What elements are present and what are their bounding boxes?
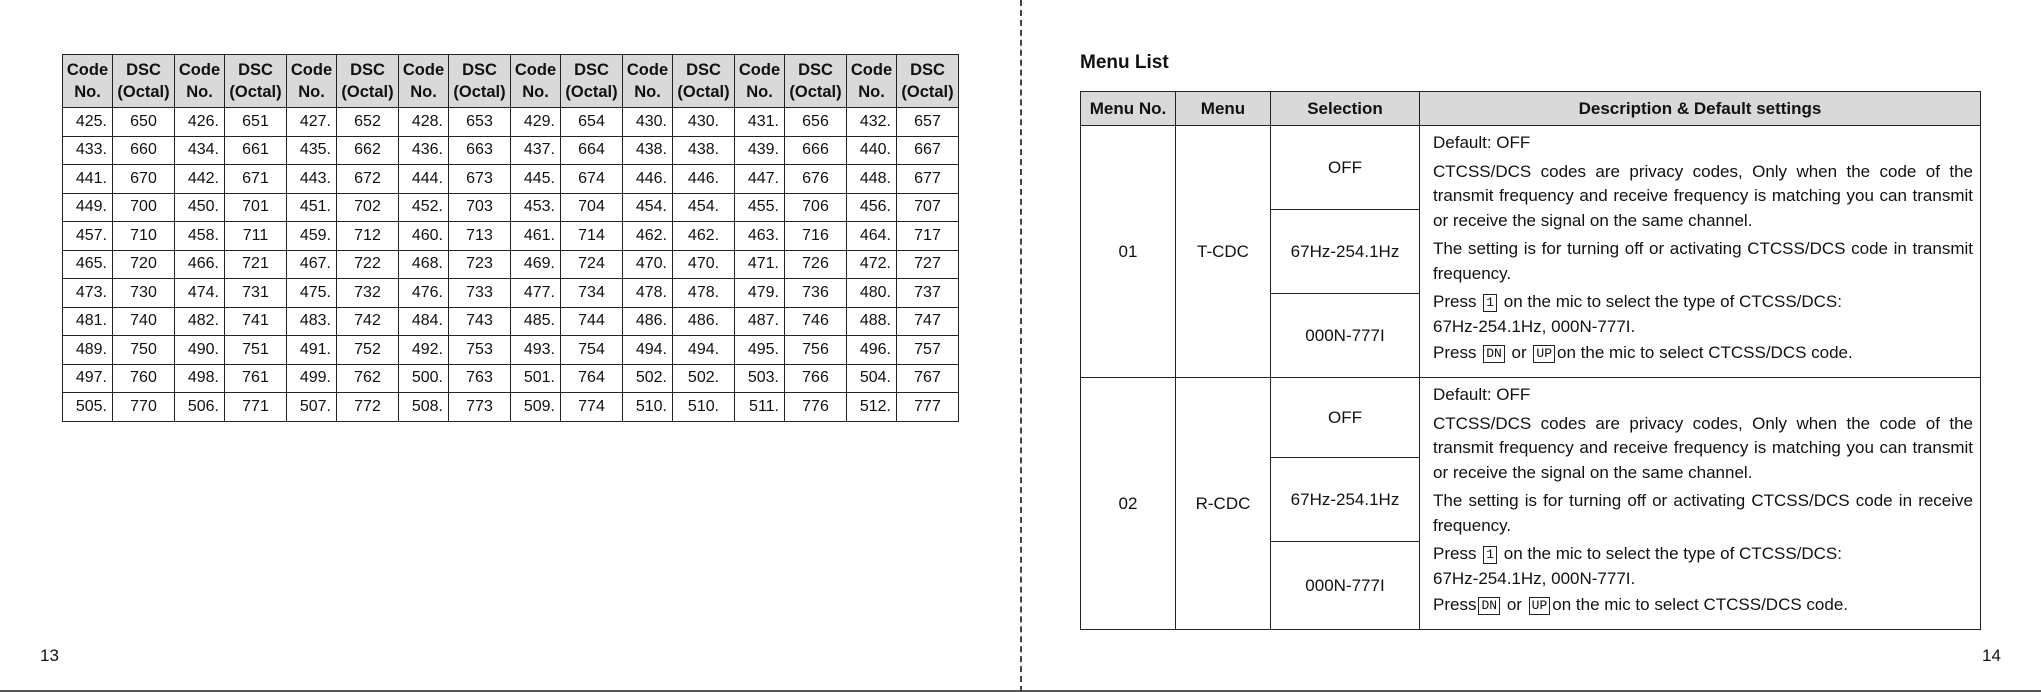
code-number-cell: 461. [511, 222, 561, 251]
header-code-no: Code No. [511, 55, 561, 108]
code-number-cell: 456. [847, 193, 897, 222]
press-code-text: on the mic to select CTCSS/DCS code. [1552, 595, 1849, 614]
code-number-cell: 472. [847, 250, 897, 279]
code-number-cell: 511. [735, 393, 785, 422]
dsc-octal-cell: 757 [897, 336, 959, 365]
dsc-octal-cell: 486. [673, 307, 735, 336]
menu-description [1420, 126, 1981, 378]
header-dsc-octal: DSC (Octal) [449, 55, 511, 108]
code-number-cell: 478. [623, 279, 673, 308]
code-number-cell: 490. [175, 336, 225, 365]
code-number-cell: 435. [287, 136, 337, 165]
dsc-octal-cell: 770 [113, 393, 175, 422]
dsc-octal-cell: 750 [113, 336, 175, 365]
code-number-cell: 500. [399, 364, 449, 393]
code-number-cell: 508. [399, 393, 449, 422]
code-table-body [63, 108, 959, 422]
code-number-cell: 494. [623, 336, 673, 365]
dsc-octal-cell: 774 [561, 393, 623, 422]
dsc-octal-cell: 764 [561, 364, 623, 393]
press-text: Press [1433, 292, 1477, 311]
table-row [63, 364, 959, 393]
dsc-octal-cell: 716 [785, 222, 847, 251]
dsc-octal-cell: 677 [897, 165, 959, 194]
key-1-icon: 1 [1483, 294, 1497, 312]
header-dsc-octal: DSC (Octal) [113, 55, 175, 108]
key-dn-icon: DN [1483, 345, 1505, 363]
code-number-cell: 483. [287, 307, 337, 336]
dsc-octal-cell: 747 [897, 307, 959, 336]
code-number-cell: 433. [63, 136, 113, 165]
dsc-octal-cell: 430. [673, 108, 735, 137]
code-number-cell: 473. [63, 279, 113, 308]
dsc-octal-cell: 502. [673, 364, 735, 393]
table-row [63, 336, 959, 365]
dsc-octal-cell: 763 [449, 364, 511, 393]
code-number-cell: 507. [287, 393, 337, 422]
dsc-octal-cell: 711 [225, 222, 287, 251]
code-number-cell: 499. [287, 364, 337, 393]
dsc-octal-cell: 737 [897, 279, 959, 308]
right-page [1022, 0, 2041, 692]
dsc-octal-cell: 704 [561, 193, 623, 222]
dsc-octal-cell: 762 [337, 364, 399, 393]
dsc-octal-cell: 701 [225, 193, 287, 222]
dsc-octal-cell: 656 [785, 108, 847, 137]
dsc-octal-cell: 746 [785, 307, 847, 336]
code-number-cell: 491. [287, 336, 337, 365]
dsc-octal-cell: 772 [337, 393, 399, 422]
code-number-cell: 512. [847, 393, 897, 422]
code-number-cell: 445. [511, 165, 561, 194]
dsc-octal-cell: 667 [897, 136, 959, 165]
code-number-cell: 475. [287, 279, 337, 308]
dsc-octal-cell: 446. [673, 165, 735, 194]
code-number-cell: 439. [735, 136, 785, 165]
code-number-cell: 460. [399, 222, 449, 251]
dsc-octal-cell: 727 [897, 250, 959, 279]
menu-name: R-CDC [1176, 378, 1271, 630]
dsc-octal-cell: 751 [225, 336, 287, 365]
header-description: Description & Default settings [1420, 92, 1981, 126]
code-number-cell: 468. [399, 250, 449, 279]
dsc-octal-cell: 670 [113, 165, 175, 194]
header-dsc-octal: DSC (Octal) [897, 55, 959, 108]
key-dn-icon: DN [1478, 597, 1500, 615]
dsc-octal-cell: 703 [449, 193, 511, 222]
dsc-octal-cell: 652 [337, 108, 399, 137]
dsc-octal-cell: 672 [337, 165, 399, 194]
code-number-cell: 440. [847, 136, 897, 165]
code-number-cell: 426. [175, 108, 225, 137]
code-number-cell: 436. [399, 136, 449, 165]
dsc-octal-cell: 706 [785, 193, 847, 222]
menu-list-table [1080, 91, 1981, 630]
code-number-cell: 501. [511, 364, 561, 393]
code-number-cell: 462. [623, 222, 673, 251]
code-number-cell: 495. [735, 336, 785, 365]
press-text: Press [1433, 595, 1477, 614]
header-menu: Menu [1176, 92, 1271, 126]
menu-row-02 [1081, 378, 1981, 458]
dsc-octal-cell: 776 [785, 393, 847, 422]
code-number-cell: 450. [175, 193, 225, 222]
code-number-cell: 452. [399, 193, 449, 222]
dsc-octal-cell: 722 [337, 250, 399, 279]
code-number-cell: 488. [847, 307, 897, 336]
menu-list-title: Menu List [1080, 52, 1169, 73]
default-setting: Default: OFF [1433, 133, 1531, 152]
code-number-cell: 492. [399, 336, 449, 365]
code-number-cell: 429. [511, 108, 561, 137]
key-1-icon: 1 [1483, 546, 1497, 564]
code-number-cell: 502. [623, 364, 673, 393]
code-number-cell: 447. [735, 165, 785, 194]
code-number-cell: 459. [287, 222, 337, 251]
dsc-octal-cell: 761 [225, 364, 287, 393]
header-code-no: Code No. [847, 55, 897, 108]
code-number-cell: 489. [63, 336, 113, 365]
dsc-octal-cell: 661 [225, 136, 287, 165]
default-setting: Default: OFF [1433, 385, 1531, 404]
code-number-cell: 486. [623, 307, 673, 336]
code-number-cell: 454. [623, 193, 673, 222]
code-number-cell: 430. [623, 108, 673, 137]
table-row [63, 250, 959, 279]
code-number-cell: 431. [735, 108, 785, 137]
table-row [63, 108, 959, 137]
code-number-cell: 464. [847, 222, 897, 251]
table-row [63, 136, 959, 165]
press-type-instruction [1433, 542, 1973, 567]
table-row [63, 165, 959, 194]
dsc-octal-cell: 730 [113, 279, 175, 308]
dsc-octal-cell: 666 [785, 136, 847, 165]
press-code-text: on the mic to select CTCSS/DCS code. [1557, 343, 1853, 362]
header-code-no: Code No. [399, 55, 449, 108]
header-selection: Selection [1271, 92, 1420, 126]
dsc-octal-cell: 736 [785, 279, 847, 308]
selection-off: OFF [1271, 378, 1420, 458]
code-number-cell: 467. [287, 250, 337, 279]
setting-note: The setting is for turning off or activating CTCSS/DCS code in transmit frequency. [1433, 239, 1973, 283]
press-code-instruction [1433, 341, 1973, 366]
dsc-octal-cell: 470. [673, 250, 735, 279]
table-row [63, 222, 959, 251]
code-number-cell: 444. [399, 165, 449, 194]
code-number-cell: 428. [399, 108, 449, 137]
header-dsc-octal: DSC (Octal) [785, 55, 847, 108]
code-number-cell: 458. [175, 222, 225, 251]
code-number-cell: 453. [511, 193, 561, 222]
header-code-no: Code No. [287, 55, 337, 108]
dsc-octal-cell: 732 [337, 279, 399, 308]
dsc-octal-cell: 766 [785, 364, 847, 393]
menu-row-01 [1081, 126, 1981, 210]
code-number-cell: 457. [63, 222, 113, 251]
code-number-cell: 470. [623, 250, 673, 279]
code-number-cell: 480. [847, 279, 897, 308]
dsc-octal-cell: 740 [113, 307, 175, 336]
dsc-octal-cell: 702 [337, 193, 399, 222]
code-number-cell: 510. [623, 393, 673, 422]
dsc-octal-cell: 752 [337, 336, 399, 365]
code-number-cell: 451. [287, 193, 337, 222]
page-number-right: 14 [1982, 646, 2001, 665]
code-number-cell: 443. [287, 165, 337, 194]
dsc-octal-cell: 494. [673, 336, 735, 365]
dsc-octal-cell: 721 [225, 250, 287, 279]
dsc-code-table [62, 54, 959, 422]
dsc-octal-cell: 674 [561, 165, 623, 194]
table-row [63, 393, 959, 422]
dsc-octal-cell: 650 [113, 108, 175, 137]
dsc-octal-cell: 724 [561, 250, 623, 279]
dsc-octal-cell: 726 [785, 250, 847, 279]
dsc-octal-cell: 754 [561, 336, 623, 365]
dsc-octal-cell: 741 [225, 307, 287, 336]
left-page [0, 0, 1020, 692]
dsc-octal-cell: 478. [673, 279, 735, 308]
press-text: Press [1433, 544, 1477, 563]
code-number-cell: 481. [63, 307, 113, 336]
code-table-header [63, 55, 959, 108]
dsc-octal-cell: 707 [897, 193, 959, 222]
or-text: or [1506, 595, 1522, 614]
code-number-cell: 449. [63, 193, 113, 222]
dsc-octal-cell: 723 [449, 250, 511, 279]
press-type-instruction [1433, 290, 1973, 315]
press-type-text: on the mic to select the type of CTCSS/DCS: [1503, 292, 1842, 311]
dsc-octal-cell: 673 [449, 165, 511, 194]
selection-ctcss-range: 67Hz-254.1Hz [1271, 210, 1420, 294]
code-number-cell: 437. [511, 136, 561, 165]
code-number-cell: 505. [63, 393, 113, 422]
dsc-octal-cell: 733 [449, 279, 511, 308]
code-number-cell: 497. [63, 364, 113, 393]
header-code-no: Code No. [623, 55, 673, 108]
code-number-cell: 471. [735, 250, 785, 279]
dsc-octal-cell: 760 [113, 364, 175, 393]
code-number-cell: 474. [175, 279, 225, 308]
dsc-octal-cell: 773 [449, 393, 511, 422]
code-number-cell: 496. [847, 336, 897, 365]
page-number-left: 13 [40, 646, 59, 665]
dsc-octal-cell: 651 [225, 108, 287, 137]
key-up-icon: UP [1533, 345, 1555, 363]
code-number-cell: 476. [399, 279, 449, 308]
dsc-octal-cell: 731 [225, 279, 287, 308]
dsc-octal-cell: 438. [673, 136, 735, 165]
dsc-octal-cell: 454. [673, 193, 735, 222]
privacy-note: CTCSS/DCS codes are privacy codes, Only when the code of the transmit frequency and receive frequency is matching you can transmit or receive the signal on the same channel. [1433, 161, 1973, 230]
dsc-octal-cell: 734 [561, 279, 623, 308]
dsc-octal-cell: 710 [113, 222, 175, 251]
menu-number: 01 [1081, 126, 1176, 378]
dsc-octal-cell: 712 [337, 222, 399, 251]
code-number-cell: 482. [175, 307, 225, 336]
code-number-cell: 425. [63, 108, 113, 137]
header-code-no: Code No. [63, 55, 113, 108]
code-number-cell: 441. [63, 165, 113, 194]
code-number-cell: 469. [511, 250, 561, 279]
header-code-no: Code No. [175, 55, 225, 108]
code-number-cell: 442. [175, 165, 225, 194]
code-number-cell: 448. [847, 165, 897, 194]
code-number-cell: 432. [847, 108, 897, 137]
table-row [63, 307, 959, 336]
dsc-octal-cell: 653 [449, 108, 511, 137]
dsc-octal-cell: 654 [561, 108, 623, 137]
code-number-cell: 504. [847, 364, 897, 393]
key-up-icon: UP [1529, 597, 1551, 615]
dsc-octal-cell: 510. [673, 393, 735, 422]
press-code-instruction [1433, 593, 1973, 618]
dsc-octal-cell: 700 [113, 193, 175, 222]
press-text: Press [1433, 343, 1477, 362]
table-row [63, 279, 959, 308]
code-number-cell: 438. [623, 136, 673, 165]
code-number-cell: 485. [511, 307, 561, 336]
code-number-cell: 434. [175, 136, 225, 165]
code-number-cell: 466. [175, 250, 225, 279]
menu-name: T-CDC [1176, 126, 1271, 378]
type-list: 67Hz-254.1Hz, 000N-777I. [1433, 316, 1636, 336]
dsc-octal-cell: 714 [561, 222, 623, 251]
dsc-octal-cell: 713 [449, 222, 511, 251]
type-list: 67Hz-254.1Hz, 000N-777I. [1433, 568, 1636, 588]
code-number-cell: 493. [511, 336, 561, 365]
dsc-octal-cell: 664 [561, 136, 623, 165]
header-dsc-octal: DSC (Octal) [225, 55, 287, 108]
dsc-octal-cell: 777 [897, 393, 959, 422]
or-text: or [1511, 343, 1527, 362]
dsc-octal-cell: 742 [337, 307, 399, 336]
code-number-cell: 487. [735, 307, 785, 336]
dsc-octal-cell: 662 [337, 136, 399, 165]
table-row [63, 193, 959, 222]
header-dsc-octal: DSC (Octal) [561, 55, 623, 108]
selection-off: OFF [1271, 126, 1420, 210]
selection-ctcss-range: 67Hz-254.1Hz [1271, 458, 1420, 542]
menu-table-header [1081, 92, 1981, 126]
dsc-octal-cell: 744 [561, 307, 623, 336]
selection-dcs-range: 000N-777I [1271, 294, 1420, 378]
dsc-octal-cell: 753 [449, 336, 511, 365]
privacy-note: CTCSS/DCS codes are privacy codes, Only when the code of the transmit frequency and receive frequency is matching you can transmit or receive the signal on the same channel. [1433, 413, 1973, 482]
code-number-cell: 455. [735, 193, 785, 222]
press-type-text: on the mic to select the type of CTCSS/DCS: [1503, 544, 1842, 563]
code-number-cell: 506. [175, 393, 225, 422]
dsc-octal-cell: 767 [897, 364, 959, 393]
selection-dcs-range: 000N-777I [1271, 542, 1420, 630]
header-dsc-octal: DSC (Octal) [337, 55, 399, 108]
dsc-octal-cell: 657 [897, 108, 959, 137]
header-menu-no: Menu No. [1081, 92, 1176, 126]
dsc-octal-cell: 771 [225, 393, 287, 422]
code-number-cell: 484. [399, 307, 449, 336]
code-number-cell: 503. [735, 364, 785, 393]
dsc-octal-cell: 462. [673, 222, 735, 251]
menu-description [1420, 378, 1981, 630]
code-number-cell: 446. [623, 165, 673, 194]
dsc-octal-cell: 743 [449, 307, 511, 336]
dsc-octal-cell: 756 [785, 336, 847, 365]
dsc-octal-cell: 717 [897, 222, 959, 251]
dsc-octal-cell: 720 [113, 250, 175, 279]
dsc-octal-cell: 671 [225, 165, 287, 194]
dsc-octal-cell: 663 [449, 136, 511, 165]
code-number-cell: 509. [511, 393, 561, 422]
code-number-cell: 479. [735, 279, 785, 308]
code-number-cell: 463. [735, 222, 785, 251]
code-number-cell: 427. [287, 108, 337, 137]
code-number-cell: 465. [63, 250, 113, 279]
header-code-no: Code No. [735, 55, 785, 108]
dsc-octal-cell: 676 [785, 165, 847, 194]
dsc-octal-cell: 660 [113, 136, 175, 165]
header-dsc-octal: DSC (Octal) [673, 55, 735, 108]
code-number-cell: 498. [175, 364, 225, 393]
code-number-cell: 477. [511, 279, 561, 308]
setting-note: The setting is for turning off or activating CTCSS/DCS code in receive frequency. [1433, 491, 1973, 535]
menu-number: 02 [1081, 378, 1176, 630]
